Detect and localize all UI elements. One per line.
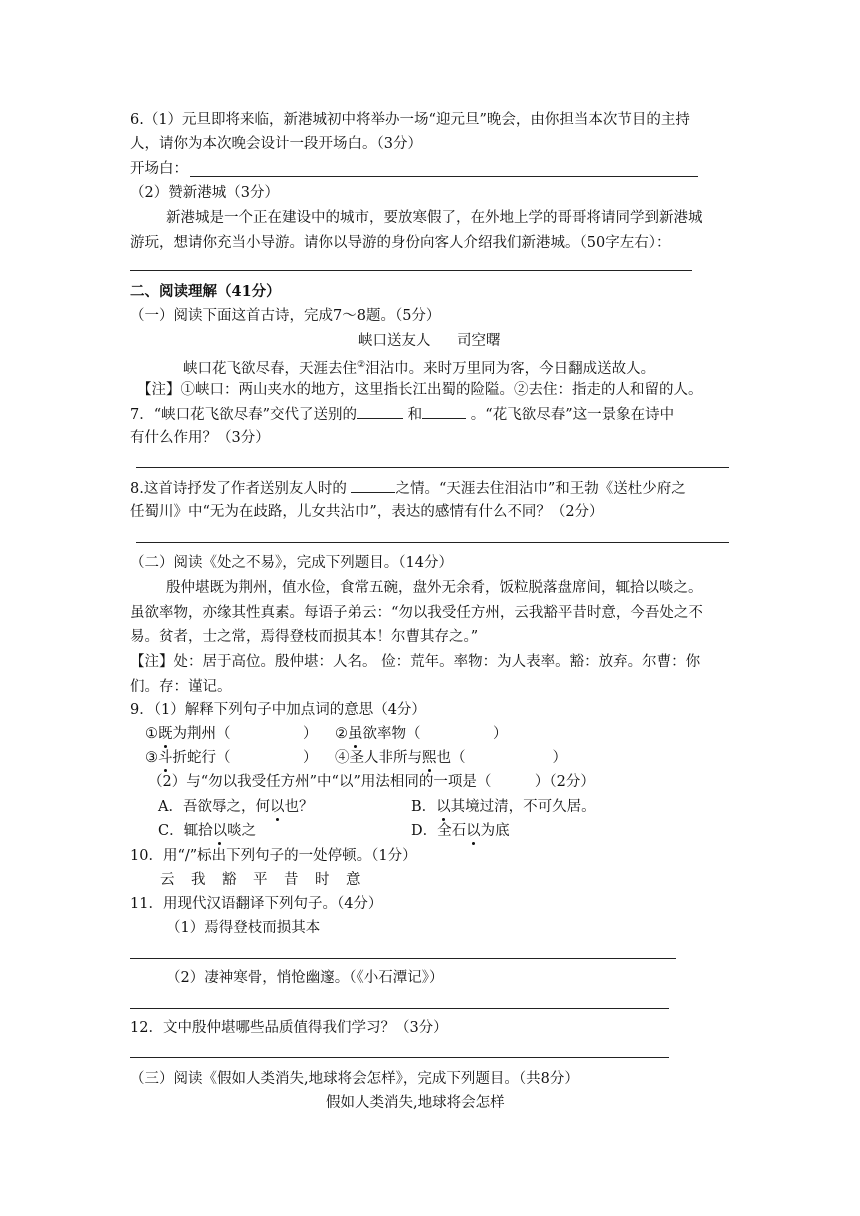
part3-article-title: 假如人类消失,地球将会怎样	[326, 1095, 505, 1111]
q6-part2-title: （2）赞新港城（3分）	[130, 185, 279, 201]
q12-title: 12．文中殷仲堪哪些品质值得我们学习？（3分）	[130, 1020, 448, 1036]
q6-line2: 人，请你为本次晚会设计一段开场白。（3分）	[130, 136, 422, 152]
q11-item2-answer-line[interactable]	[130, 1008, 669, 1009]
q7-answer-line[interactable]	[136, 467, 729, 468]
section2-heading: 二、阅读理解（41分）	[130, 283, 281, 300]
q8-line1: 8.这首诗抒发了作者送别友人时的 之情。“天涯去住泪沾巾”和王勃《送杜少府之	[130, 478, 686, 499]
q6-part2-line2: 游玩，想请你充当小导游。请你以导游的身份向客人介绍我们新港城。（50字左右）：	[130, 235, 671, 251]
q9-item2: ②虽欲率物（ ）	[335, 726, 508, 742]
poem-author: 司空曙	[457, 333, 501, 349]
q8-answer-line[interactable]	[136, 542, 729, 543]
prose-note1: 【注】处：居于高位。殷仲堪：人名。 俭：荒年。率物：为人表率。豁：放弃。尔曹：你	[130, 654, 701, 670]
q9-item3: ③斗折蛇行（ ）	[145, 750, 318, 766]
poem-footnote-mark: ②	[357, 360, 366, 370]
part3-intro: （三）阅读《假如人类消失,地球将会怎样》，完成下列题目。（共8分）	[130, 1071, 579, 1087]
q8-line2: 任蜀川》中“无为在歧路，儿女共沾巾”，表达的感情有什么不同？（2分）	[130, 504, 604, 520]
q9-title: 9．（1）解释下列句子中加点词的意思（4分）	[130, 702, 426, 718]
q9-item1: ①既为荆州（ ）	[145, 726, 318, 742]
q10-title: 10．用“/”标出下列句子的一处停顿。（1分）	[130, 848, 417, 864]
q6-line1: 6.（1）元旦即将来临，新港城初中将举办一场“迎元旦”晚会，由你担当本次节目的主持	[130, 112, 690, 128]
q9-item4: ④圣人非所与熙也（ ）	[335, 750, 567, 766]
q11-title: 11．用现代汉语翻译下列句子。（4分）	[130, 896, 383, 912]
q6-opening-answer-line[interactable]	[190, 176, 698, 177]
q10-sentence: 云 我 豁 平 昔 时 意	[160, 872, 362, 888]
q8-blank[interactable]	[351, 478, 395, 493]
poem-title: 峡口送友人	[358, 333, 431, 349]
q12-answer-line[interactable]	[130, 1057, 669, 1058]
q9-option-a: A．吾欲辱之，何以也？	[158, 799, 314, 815]
q6-part2-answer-line[interactable]	[130, 270, 692, 271]
q7-line1: 7．“峡口花飞欲尽春”交代了送别的 和 。“花飞欲尽春”这一景象在诗中	[130, 404, 674, 425]
q11-item2: （2）凄神寒骨，悄怆幽邃。（《小石潭记》）	[166, 970, 444, 986]
q7-blank-2[interactable]	[422, 404, 466, 419]
q9-part2: （2）与“勿以我受任方州”中“以”用法相同的一项是（ ）（2分）	[148, 774, 595, 790]
prose-p2: 虽欲率物，亦缘其性真素。每语子弟云：“勿以我受任方州，云我豁平昔时意，今吾处之不	[130, 605, 703, 621]
poem-note: 【注】①峡口：两山夹水的地方，这里指长江出蜀的险隘。②去住：指走的人和留的人。	[137, 382, 703, 398]
poem-body: 峡口花飞欲尽春，天涯去住②泪沾巾。来时万里同为客，今日翻成送故人。	[183, 360, 656, 377]
q7-blank-1[interactable]	[357, 404, 403, 419]
prose-intro: （二）阅读《处之不易》，完成下列题目。（14分）	[130, 555, 453, 571]
q11-item1-answer-line[interactable]	[130, 958, 676, 959]
prose-note2: 们。存：谨记。	[130, 679, 232, 695]
prose-p3: 易。贫者，士之常，焉得登枝而损其本！尔曹其存之。”	[130, 629, 479, 645]
q6-part2-line1: 新港城是一个正在建设中的城市，要放寒假了，在外地上学的哥哥将请同学到新港城	[166, 210, 703, 226]
poem-intro: （一）阅读下面这首古诗，完成7～8题。（5分）	[130, 308, 441, 324]
q6-opening-label: 开场白：	[130, 161, 188, 177]
q9-option-b: B．以其境过清，不可久居。	[411, 799, 596, 815]
q9-option-d: D．全石以为底	[411, 823, 510, 839]
q11-item1: （1）焉得登枝而损其本	[166, 920, 321, 936]
q7-line2: 有什么作用？（3分）	[130, 430, 270, 446]
prose-p1: 殷仲堪既为荆州，值水俭，食常五碗，盘外无余肴，饭粒脱落盘席间，辄拾以啖之。	[166, 580, 703, 596]
q9-option-c: C．辄拾以啖之	[158, 823, 257, 839]
